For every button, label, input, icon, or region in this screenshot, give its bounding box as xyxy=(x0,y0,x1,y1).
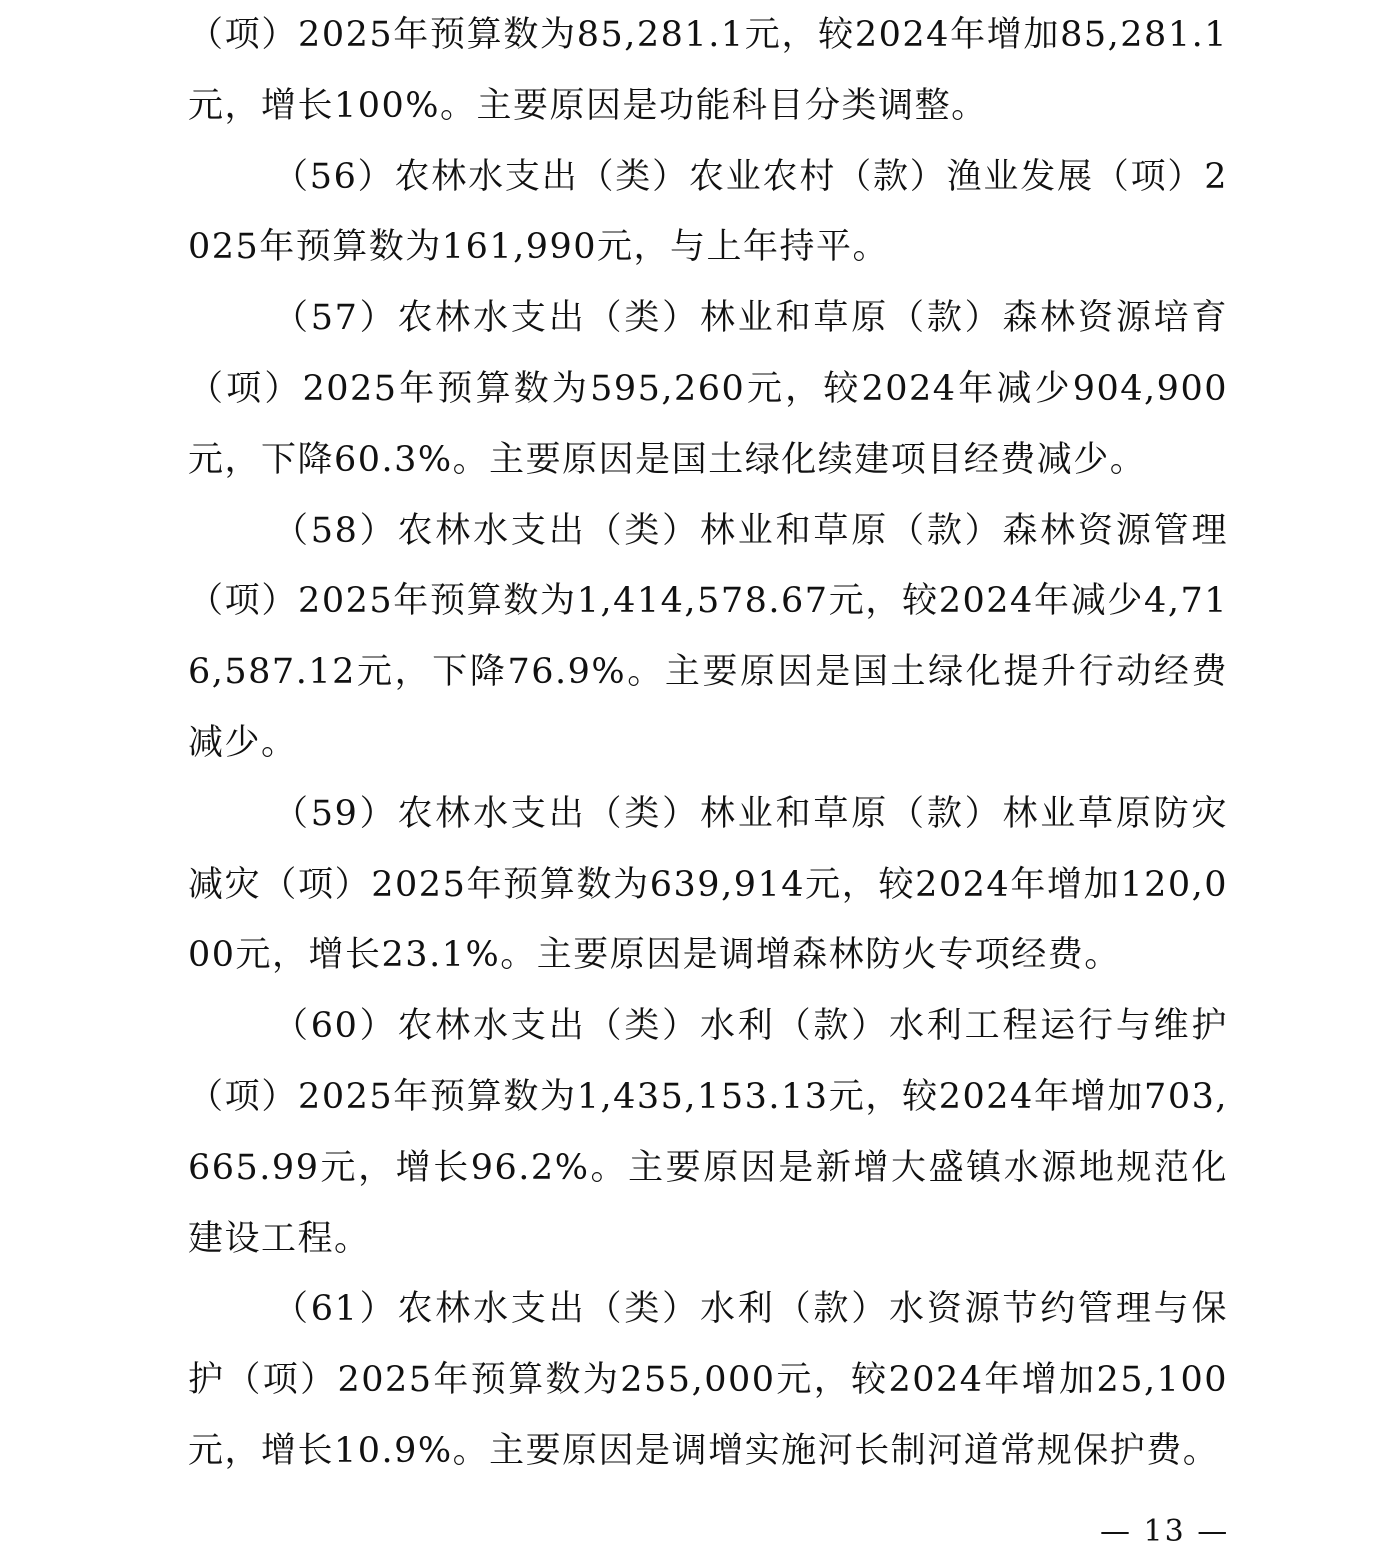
body-text xyxy=(188,0,1228,1487)
page-number: — 13 — xyxy=(1100,1514,1230,1549)
paragraph-58: （58）农林水支出（类）林业和草原（款）森林资源管理（项）2025年预算数为1,414,578.67元，较2024年减少4,716,587.12元，下降76.9%。主要原因是国土绿化提升行动经费减少。 xyxy=(188,510,1228,763)
paragraph-57: （57）农林水支出（类）林业和草原（款）森林资源培育（项）2025年预算数为595,260元，较2024年减少904,900元，下降60.3%。主要原因是国土绿化续建项目经费减少。 xyxy=(188,298,1228,480)
paragraph-59: （59）农林水支出（类）林业和草原（款）林业草原防灾减灾（项）2025年预算数为639,914元，较2024年增加120,000元，增长23.1%。主要原因是调增森林防火专项经费。 xyxy=(188,793,1228,976)
paragraph-60: （60）农林水支出（类）水利（款）水利工程运行与维护（项）2025年预算数为1,435,153.13元，较2024年增加703,665.99元，增长96.2%。主要原因是新增大盛镇水源地规范化建设工程。 xyxy=(188,1006,1228,1259)
paragraph-56: （56）农林水支出（类）农业农村（款）渔业发展（项）2025年预算数为161,990元，与上年持平。 xyxy=(188,156,1228,268)
paragraph-61: （61）农林水支出（类）水利（款）水资源节约管理与保护（项）2025年预算数为255,000元，较2024年增加25,100元，增长10.9%。主要原因是调增实施河长制河道常规保护费。 xyxy=(188,1289,1228,1471)
paragraph-55-continued: （项）2025年预算数为85,281.1元，较2024年增加85,281.1元，增长100%。主要原因是功能科目分类调整。 xyxy=(188,15,1228,126)
